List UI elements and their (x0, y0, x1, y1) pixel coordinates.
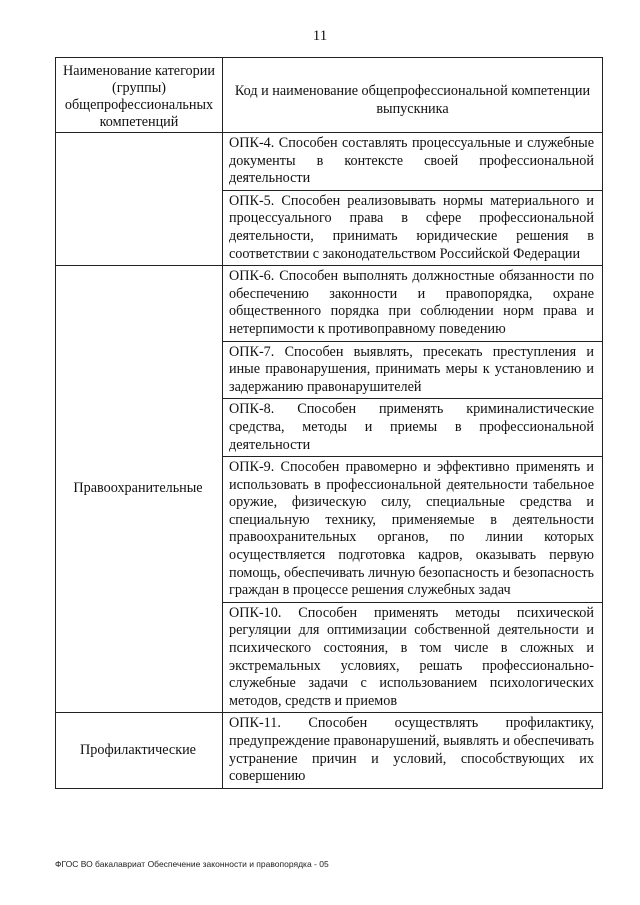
page-number: 11 (312, 28, 328, 44)
page-footer: ФГОС ВО бакалавриат Обеспечение законности и правопорядка - 05 (55, 859, 329, 869)
competence-opk-4: ОПК-4. Способен составлять процессуальные и служебные документы в контексте своей профессиональной деятельности (223, 133, 603, 191)
competence-opk-8: ОПК-8. Способен применять криминалистические средства, методы и приемы в профессиональной деятельности (223, 399, 603, 457)
category-prevention: Профилактические (56, 713, 223, 788)
competence-opk-5: ОПК-5. Способен реализовывать нормы материального и процессуального права в сфере профессиональной деятельности, принимать юридические решения в соответствии с законодательством Российской Федерации (223, 190, 603, 265)
competence-table (55, 57, 603, 789)
header-category: Наименование категории (группы) общепрофессиональных компетенций (56, 58, 223, 133)
competence-opk-7: ОПК-7. Способен выявлять, пресекать преступления и иные правонарушения, принимать меры к установлению и задержанию правонарушителей (223, 341, 603, 399)
category-law-enforcement: Правоохранительные (56, 266, 223, 713)
table-row (56, 713, 603, 788)
category-cell-empty (56, 133, 223, 266)
competence-opk-6: ОПК-6. Способен выполнять должностные обязанности по обеспечению законности и правопорядка, охране общественного порядка при соблюдении норм права и нетерпимости к противоправному поведению (223, 266, 603, 341)
table-row (56, 266, 603, 341)
competence-opk-9: ОПК-9. Способен правомерно и эффективно применять и использовать в профессиональной деятельности табельное оружие, физическую силу, специальные средства и специальную технику, применяемые в деятельности правоохранительных органов, по линии которых осуществляется подготовка кадров, оказывать первую помощь, обеспечивать личную безопасность и безопасность граждан в процессе решения служебных задач (223, 457, 603, 603)
table-header-row (56, 58, 603, 133)
competence-opk-11: ОПК-11. Способен осуществлять профилактику, предупреждение правонарушений, выявлять и обеспечивать устранение причин и условий, способствующих их совершению (223, 713, 603, 788)
table-row (56, 133, 603, 191)
header-competence: Код и наименование общепрофессиональной компетенции выпускника (223, 58, 603, 133)
competence-opk-10: ОПК-10. Способен применять методы психической регуляции для оптимизации собственной деятельности и психического состояния, в том числе в сложных и экстремальных условиях, решать профессионально-служебные задачи с использованием психологических методов, средств и приемов (223, 602, 603, 713)
